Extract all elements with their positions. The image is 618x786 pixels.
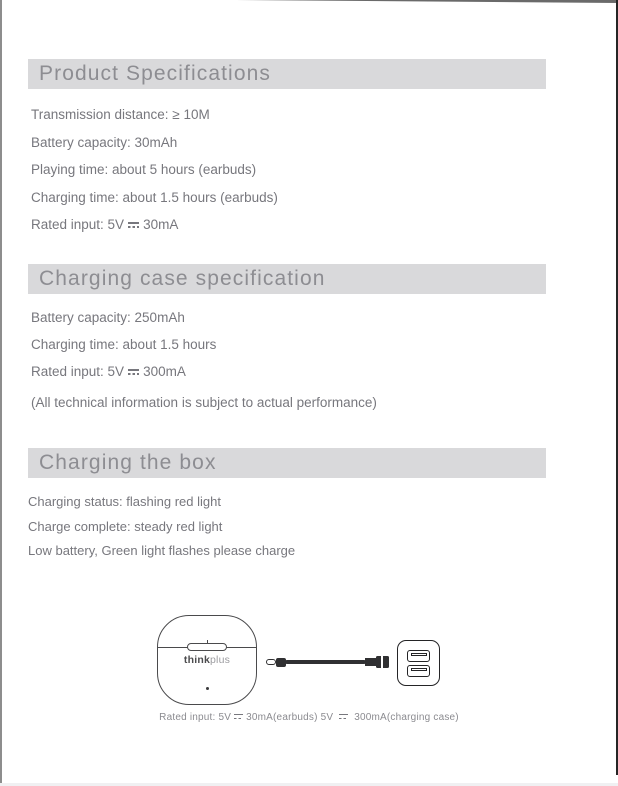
- rated-input-prefix: Rated input: 5V: [31, 217, 125, 232]
- wall-charger-illustration: [397, 640, 440, 686]
- status-line-charging: Charging status: flashing red light: [28, 494, 221, 509]
- page-top-edge: [0, 0, 618, 3]
- section-header-charging-the-box: [28, 448, 546, 478]
- usb-cable: [285, 660, 366, 664]
- charging-case-illustration: [157, 615, 257, 705]
- product-specifications-list: [31, 101, 278, 239]
- charging-case-specification-list: [31, 304, 377, 416]
- rated-input-suffix: 30mA: [143, 217, 179, 232]
- brand-logo-think: think: [183, 654, 211, 666]
- dc-symbol-icon: [233, 713, 244, 721]
- spec-line-battery-capacity: Battery capacity: 250mAh: [31, 310, 185, 325]
- spec-line-charging-time: Charging time: about 1.5 hours: [31, 337, 217, 352]
- dc-symbol-icon: [127, 368, 140, 377]
- diagram-caption: [0, 712, 618, 723]
- usb-port-icon: [407, 665, 430, 677]
- dc-symbol-icon: [338, 713, 349, 721]
- usb-c-connector-icon: [266, 659, 276, 665]
- spec-line-rated-input: [31, 211, 278, 239]
- spec-line-charging-time: Charging time: about 1.5 hours (earbuds): [31, 189, 278, 205]
- rated-input-prefix: Rated input: 5V: [31, 364, 125, 379]
- section-title: Charging the box: [39, 451, 217, 474]
- dc-symbol-icon: [127, 221, 140, 230]
- status-line-low-battery: Low battery, Green light flashes please charge: [28, 543, 296, 558]
- spec-disclaimer-note: (All technical information is subject to actual performance): [31, 395, 377, 410]
- usb-port-icon: [407, 650, 430, 662]
- caption-part2: 30mA(earbuds) 5V: [246, 712, 334, 723]
- section-title: Product Specifications: [39, 62, 271, 85]
- usb-a-plug: [365, 658, 376, 666]
- charging-diagram: [0, 610, 618, 720]
- case-led-indicator: [206, 687, 209, 690]
- case-hinge-button: [187, 643, 227, 651]
- spec-line-playing-time: Playing time: about 5 hours (earbuds): [31, 162, 257, 177]
- spec-line-transmission-distance: Transmission distance: ≥ 10M: [31, 107, 210, 122]
- section-header-product-specifications: [28, 59, 546, 89]
- spec-line-rated-input: [31, 358, 377, 385]
- brand-logo-plus: plus: [210, 654, 231, 666]
- charging-the-box-list: [28, 490, 295, 564]
- brand-logo: [158, 654, 256, 666]
- status-line-complete: Charge complete: steady red light: [28, 518, 223, 534]
- caption-part1: Rated input: 5V: [159, 712, 232, 723]
- section-title: Charging case specification: [39, 267, 326, 290]
- section-header-charging-case-specification: [28, 264, 546, 294]
- rated-input-suffix: 300mA: [143, 364, 186, 379]
- caption-part3: 300mA(charging case): [354, 712, 459, 723]
- usb-a-plug-collar: [376, 656, 389, 668]
- spec-line-battery-capacity: Battery capacity: 30mAh: [31, 134, 178, 150]
